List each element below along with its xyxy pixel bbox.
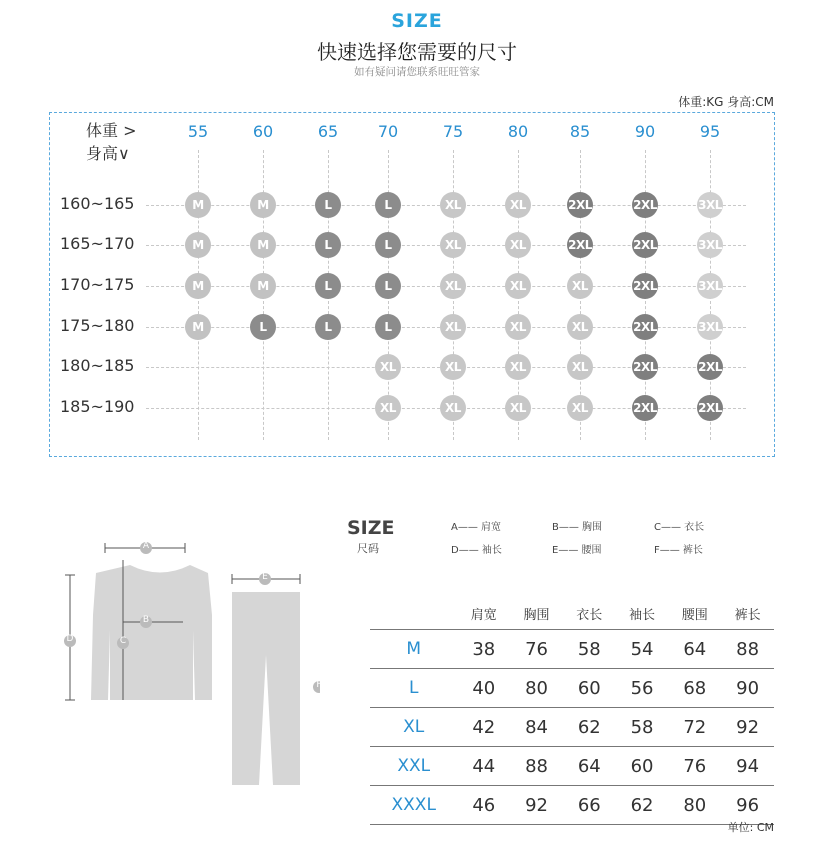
measurement-cell: 92: [510, 786, 563, 825]
size-cell: XXL: [370, 747, 457, 786]
size-bubble: XL: [440, 232, 466, 258]
height-label: 160~165: [60, 194, 135, 213]
units-label: 体重:KG 身高:CM: [678, 95, 774, 109]
height-label: 180~185: [60, 356, 135, 375]
measurement-cell: 66: [563, 786, 616, 825]
measurement-cell: 64: [563, 747, 616, 786]
size-bubble: 2XL: [632, 273, 658, 299]
measurement-cell: 54: [616, 630, 669, 669]
contact-note: 如有疑问请您联系旺旺管家: [354, 66, 480, 78]
measurement-cell: 60: [616, 747, 669, 786]
table-header: 胸围: [510, 597, 563, 630]
measurement-cell: 58: [616, 708, 669, 747]
size-bubble: 2XL: [632, 354, 658, 380]
weight-label: 90: [634, 122, 656, 141]
measurement-cell: 84: [510, 708, 563, 747]
measurement-table: [370, 597, 774, 825]
height-label: 165~170: [60, 234, 135, 253]
pants-shape: [232, 592, 300, 785]
size-bubble: M: [250, 232, 276, 258]
size-bubble: XL: [505, 314, 531, 340]
measurement-cell: 80: [668, 786, 721, 825]
size-bubble: XL: [440, 395, 466, 421]
size-bubble: 3XL: [697, 314, 723, 340]
size-cell: XL: [370, 708, 457, 747]
measurement-cell: 62: [616, 786, 669, 825]
legend-item: C—— 衣长: [654, 522, 705, 533]
table-header: 腰围: [668, 597, 721, 630]
legend-item: F—— 裤长: [654, 545, 703, 556]
size-section-subtitle: 尺码: [357, 542, 379, 555]
size-bubble: L: [315, 314, 341, 340]
size-bubble: L: [375, 273, 401, 299]
diagram-label-c: C: [119, 636, 127, 646]
size-cell: XXXL: [370, 786, 457, 825]
size-bubble: 2XL: [697, 395, 723, 421]
size-bubble: L: [315, 232, 341, 258]
size-bubble: XL: [375, 395, 401, 421]
measurement-cell: 68: [668, 669, 721, 708]
diagram-label-f: F: [316, 680, 322, 690]
size-bubble: XL: [505, 273, 531, 299]
measurement-cell: 42: [457, 708, 510, 747]
height-label: 175~180: [60, 316, 135, 335]
measurement-cell: 72: [668, 708, 721, 747]
page-subtitle: 快速选择您需要的尺寸: [317, 40, 517, 64]
weight-label: 65: [317, 122, 339, 141]
measurement-cell: 46: [457, 786, 510, 825]
measurement-cell: 40: [457, 669, 510, 708]
size-bubble: 2XL: [567, 232, 593, 258]
measurement-cell: 88: [510, 747, 563, 786]
size-bubble: XL: [440, 314, 466, 340]
measurement-cell: 76: [668, 747, 721, 786]
size-bubble: XL: [505, 354, 531, 380]
measurement-cell: 88: [721, 630, 774, 669]
size-bubble: 2XL: [632, 192, 658, 218]
weight-label: 85: [569, 122, 591, 141]
size-bubble: M: [250, 273, 276, 299]
measurement-cell: 94: [721, 747, 774, 786]
weight-label: 60: [252, 122, 274, 141]
size-bubble: 2XL: [567, 192, 593, 218]
page-title: SIZE: [391, 10, 443, 32]
height-label: 170~175: [60, 275, 135, 294]
size-section-title: SIZE: [347, 517, 395, 539]
measurement-cell: 64: [668, 630, 721, 669]
size-bubble: 2XL: [632, 314, 658, 340]
size-bubble: XL: [440, 273, 466, 299]
size-bubble: M: [185, 192, 211, 218]
size-bubble: XL: [505, 232, 531, 258]
size-bubble: L: [315, 192, 341, 218]
table-header: 衣长: [563, 597, 616, 630]
size-bubble: L: [375, 192, 401, 218]
table-header: 袖长: [616, 597, 669, 630]
measurement-cell: 38: [457, 630, 510, 669]
legend-item: B—— 胸围: [552, 522, 603, 533]
measurement-cell: 60: [563, 669, 616, 708]
legend-item: D—— 袖长: [451, 545, 502, 556]
diagram-label-e: E: [262, 572, 268, 582]
measurement-cell: 96: [721, 786, 774, 825]
table-header: [370, 597, 457, 630]
garment-diagram: [60, 535, 320, 795]
size-bubble: 3XL: [697, 232, 723, 258]
diagram-label-d: D: [66, 634, 74, 644]
table-header-row: [370, 597, 774, 630]
weight-label: 70: [377, 122, 399, 141]
size-chart-box: [49, 112, 775, 457]
measurement-cell: 76: [510, 630, 563, 669]
weight-label: 55: [187, 122, 209, 141]
measurement-cell: 58: [563, 630, 616, 669]
size-bubble: M: [185, 273, 211, 299]
measurement-cell: 62: [563, 708, 616, 747]
size-bubble: 2XL: [697, 354, 723, 380]
legend-item: A—— 肩宽: [451, 522, 502, 533]
size-bubble: XL: [567, 314, 593, 340]
size-bubble: XL: [440, 354, 466, 380]
size-bubble: L: [375, 232, 401, 258]
height-axis-label: 身高∨: [86, 144, 130, 163]
measurement-cell: 44: [457, 747, 510, 786]
measurement-cell: 56: [616, 669, 669, 708]
table-header: 肩宽: [457, 597, 510, 630]
unit-note: 单位: CM: [727, 821, 774, 834]
height-label: 185~190: [60, 397, 135, 416]
weight-label: 95: [699, 122, 721, 141]
size-cell: L: [370, 669, 457, 708]
size-bubble: 2XL: [632, 395, 658, 421]
size-bubble: XL: [440, 192, 466, 218]
legend-item: E—— 腰围: [552, 545, 602, 556]
size-bubble: M: [185, 232, 211, 258]
size-bubble: 2XL: [632, 232, 658, 258]
size-bubble: L: [375, 314, 401, 340]
size-bubble: M: [250, 192, 276, 218]
size-bubble: XL: [375, 354, 401, 380]
size-cell: M: [370, 630, 457, 669]
measurement-cell: 80: [510, 669, 563, 708]
diagram-label-b: B: [142, 615, 150, 625]
size-bubble: L: [250, 314, 276, 340]
size-bubble: L: [315, 273, 341, 299]
size-bubble: XL: [567, 354, 593, 380]
weight-label: 75: [442, 122, 464, 141]
measurement-cell: 90: [721, 669, 774, 708]
table-row: [370, 747, 774, 786]
table-row: [370, 630, 774, 669]
size-bubble: M: [185, 314, 211, 340]
size-bubble: 3XL: [697, 192, 723, 218]
table-row: [370, 708, 774, 747]
weight-axis-label: 体重 >: [86, 121, 137, 140]
table-header: 裤长: [721, 597, 774, 630]
table-row: [370, 669, 774, 708]
measurement-cell: 92: [721, 708, 774, 747]
shirt-shape: [91, 565, 212, 700]
weight-label: 80: [507, 122, 529, 141]
size-bubble: XL: [567, 395, 593, 421]
size-bubble: XL: [505, 395, 531, 421]
size-bubble: XL: [505, 192, 531, 218]
size-bubble: XL: [567, 273, 593, 299]
diagram-label-a: A: [142, 541, 150, 551]
size-bubble: 3XL: [697, 273, 723, 299]
